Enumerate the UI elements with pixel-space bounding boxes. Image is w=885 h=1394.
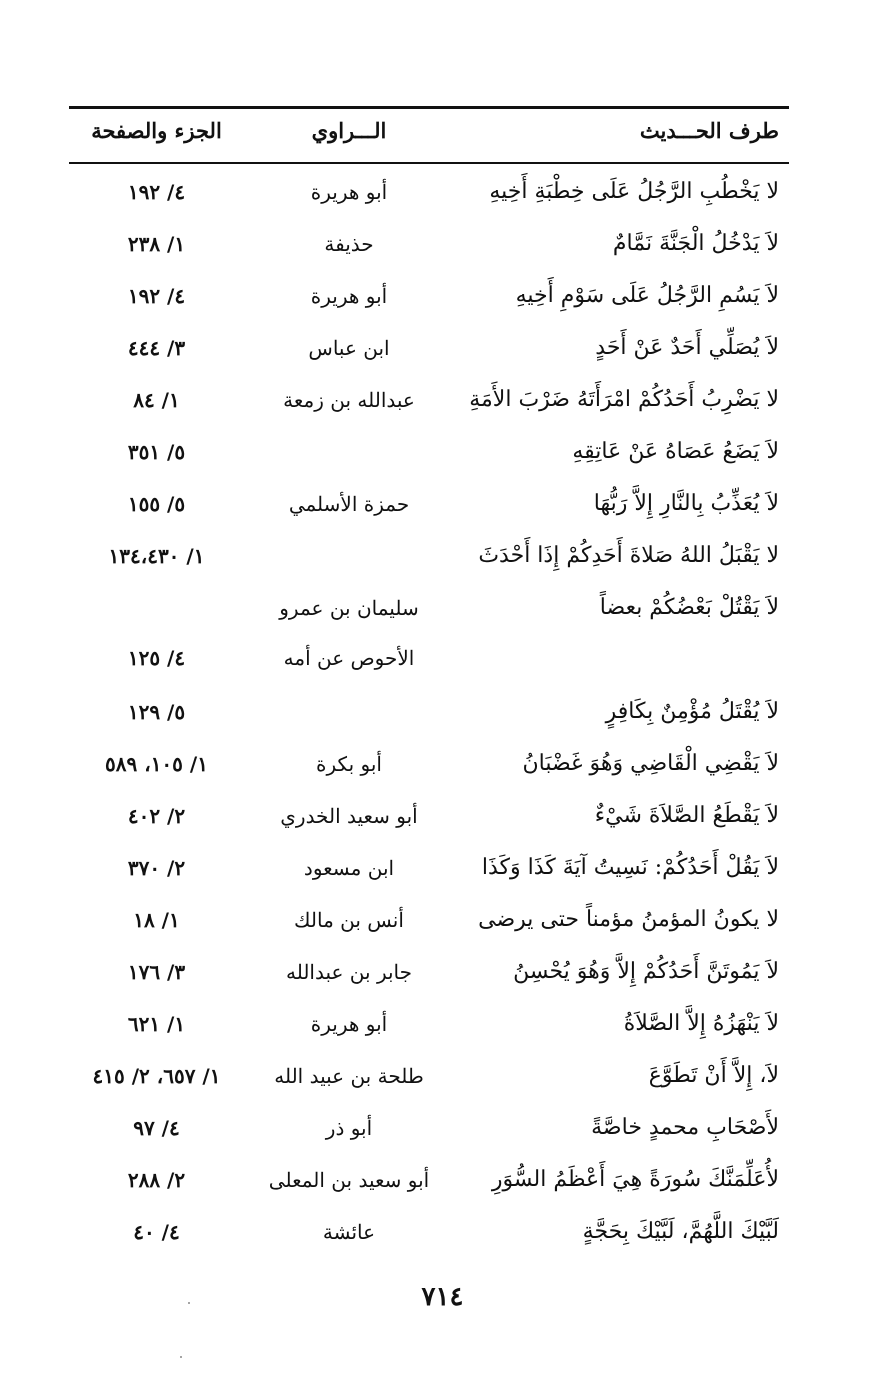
table-header-rule [69,162,789,164]
narrator: حمزة الأسلمي [288,492,410,516]
table-top-rule [69,106,789,109]
table-row [69,792,789,842]
hadith-text: لاَ يُقْتَلُ مُؤْمِنٌ بِكَافِرٍ [605,699,779,724]
volume-page: ٥/ ١٢٩ [127,700,186,724]
narrator: طلحة بن عبيد الله [274,1064,424,1088]
narrator: جابر بن عبدالله [285,960,413,984]
volume-page: ١/ ١٨ [133,908,180,932]
narrator: أبو سعيد بن المعلى [268,1168,430,1192]
hadith-text: لاَ يَنْهَزُهُ إِلاَّ الصَّلاَةُ [623,1011,779,1036]
volume-page: ٤/ ١٩٢ [127,284,186,308]
hadith-text: لاَ، إِلاَّ أَنْ تَطَوَّعَ [648,1063,779,1088]
volume-page: ٥/ ١٥٥ [127,492,186,516]
volume-page: ٥/ ٣٥١ [127,440,186,464]
volume-page: ٣/ ٤٤٤ [127,336,186,360]
hadith-text: لاَ يَقْطَعُ الصَّلاَةَ شَيْءٌ [594,803,779,828]
hadith-text: لا يَقْبَلُ اللهُ صَلاةَ أَحَدِكُمْ إِذَا أَحْدَثَ [478,543,779,568]
volume-page: ٢/ ٤٠٢ [127,804,186,828]
volume-page: ٢/ ٢٨٨ [127,1168,186,1192]
table-row [69,1000,789,1050]
hadith-text: لاَ يُصَلِّي أَحَدٌ عَنْ أَحَدٍ [595,335,779,360]
hadith-text: لا يكونُ المؤمنُ مؤمناً حتى يرضى [478,907,779,932]
page-number: ٧١٤ [421,1282,464,1312]
narrator: أبو سعيد الخدري [280,804,418,828]
narrator: ابن مسعود [303,856,395,880]
header-narrator: الـــراوي [311,118,387,143]
narrator: أنس بن مالك [294,908,404,932]
narrator: سليمان بن عمرو [279,596,419,620]
table-row [69,220,789,270]
table-row [69,1052,789,1102]
header-hadith: طرف الحـــديث [639,118,779,143]
table-row [69,1208,789,1258]
table-row [69,584,789,634]
table-row [69,896,789,946]
volume-page: ١/ ٦٥٧، ٢/ ٤١٥ [92,1064,221,1088]
table-row [69,272,789,322]
hadith-text: لاَ يَقُلْ أَحَدُكُمْ: نَسِيتُ آيَةَ كَذَا وَكَذَا [481,855,779,880]
volume-page: ٤/ ١٩٢ [127,180,186,204]
narrator: أبو هريرة [310,180,388,204]
narrator: أبو ذر [325,1116,373,1140]
narrator: حذيفة [324,232,374,256]
volume-page: ١/ ١٣٤،٤٣٠ [108,544,205,568]
hadith-text: لاَ يَضَعُ عَصَاهُ عَنْ عَاتِقِهِ [572,439,779,464]
hadith-text: لا يَخْطُبِ الرَّجُلُ عَلَى خِطْبَةِ أَخِيهِ [489,179,779,204]
hadith-text: لاَ يَقْتُلْ بَعْضُكُمْ بعضاً [599,595,779,620]
narrator: عبدالله بن زمعة [283,388,415,412]
narrator: الأحوص عن أمه [283,646,415,670]
hadith-text: لاَ يَقْضِي الْقَاضِي وَهُوَ غَضْبَانُ [522,751,779,776]
table-header [69,112,789,156]
volume-page: ٣/ ١٧٦ [127,960,186,984]
scan-speck [180,1356,182,1358]
table-row [69,428,789,478]
hadith-text: لَبَّيْكَ اللَّهُمَّ، لَبَّيْكَ بِحَجَّةٍ [582,1219,779,1244]
table-row [69,168,789,218]
table-row [69,376,789,426]
table-row [69,324,789,374]
table-row [69,532,789,582]
table-row [69,634,789,684]
narrator: ابن عباس [308,336,390,360]
hadith-text: لا يَضْرِبُ أَحَدُكُمْ امْرَأَتَهُ ضَرْبَ الأَمَةِ [469,387,779,412]
hadith-text: لاَ يُعَذِّبُ بِالنَّارِ إِلاَّ رَبُّهَا [593,491,779,516]
table-row [69,948,789,998]
volume-page: ٢/ ٣٧٠ [127,856,186,880]
hadith-text: لاَ يَدْخُلُ الْجَنَّةَ نَمَّامٌ [612,231,779,256]
narrator: عائشة [322,1220,376,1244]
volume-page: ٤/ ٩٧ [133,1116,180,1140]
hadith-text: لاَ يَسُمِ الرَّجُلُ عَلَى سَوْمِ أَخِيهِ [515,283,779,308]
volume-page: ٤/ ١٢٥ [127,646,186,670]
header-volume-page: الجزء والصفحة [91,118,222,143]
hadith-index-table [69,168,789,1258]
volume-page: ١/ ٨٤ [133,388,180,412]
hadith-text: لأُعَلِّمَنَّكَ سُورَةً هِيَ أَعْظَمُ السُّوَرِ [491,1167,779,1192]
table-row [69,740,789,790]
narrator: أبو بكرة [316,752,382,776]
volume-page: ١/ ٢٣٨ [127,232,186,256]
narrator: أبو هريرة [310,284,388,308]
scan-speck [188,1302,190,1304]
table-row [69,1104,789,1154]
table-row [69,480,789,530]
hadith-text: لاَ يَمُوتَنَّ أَحَدُكُمْ إِلاَّ وَهُوَ يُحْسِنُ [513,959,779,984]
volume-page: ١/ ١٠٥، ٥٨٩ [105,752,208,776]
table-row [69,1156,789,1206]
table-row [69,844,789,894]
narrator: أبو هريرة [310,1012,388,1036]
hadith-text: لأَصْحَابِ محمدٍ خاصَّةً [591,1115,779,1140]
table-row [69,688,789,738]
volume-page: ٤/ ٤٠ [133,1220,180,1244]
volume-page: ١/ ٦٢١ [127,1012,186,1036]
